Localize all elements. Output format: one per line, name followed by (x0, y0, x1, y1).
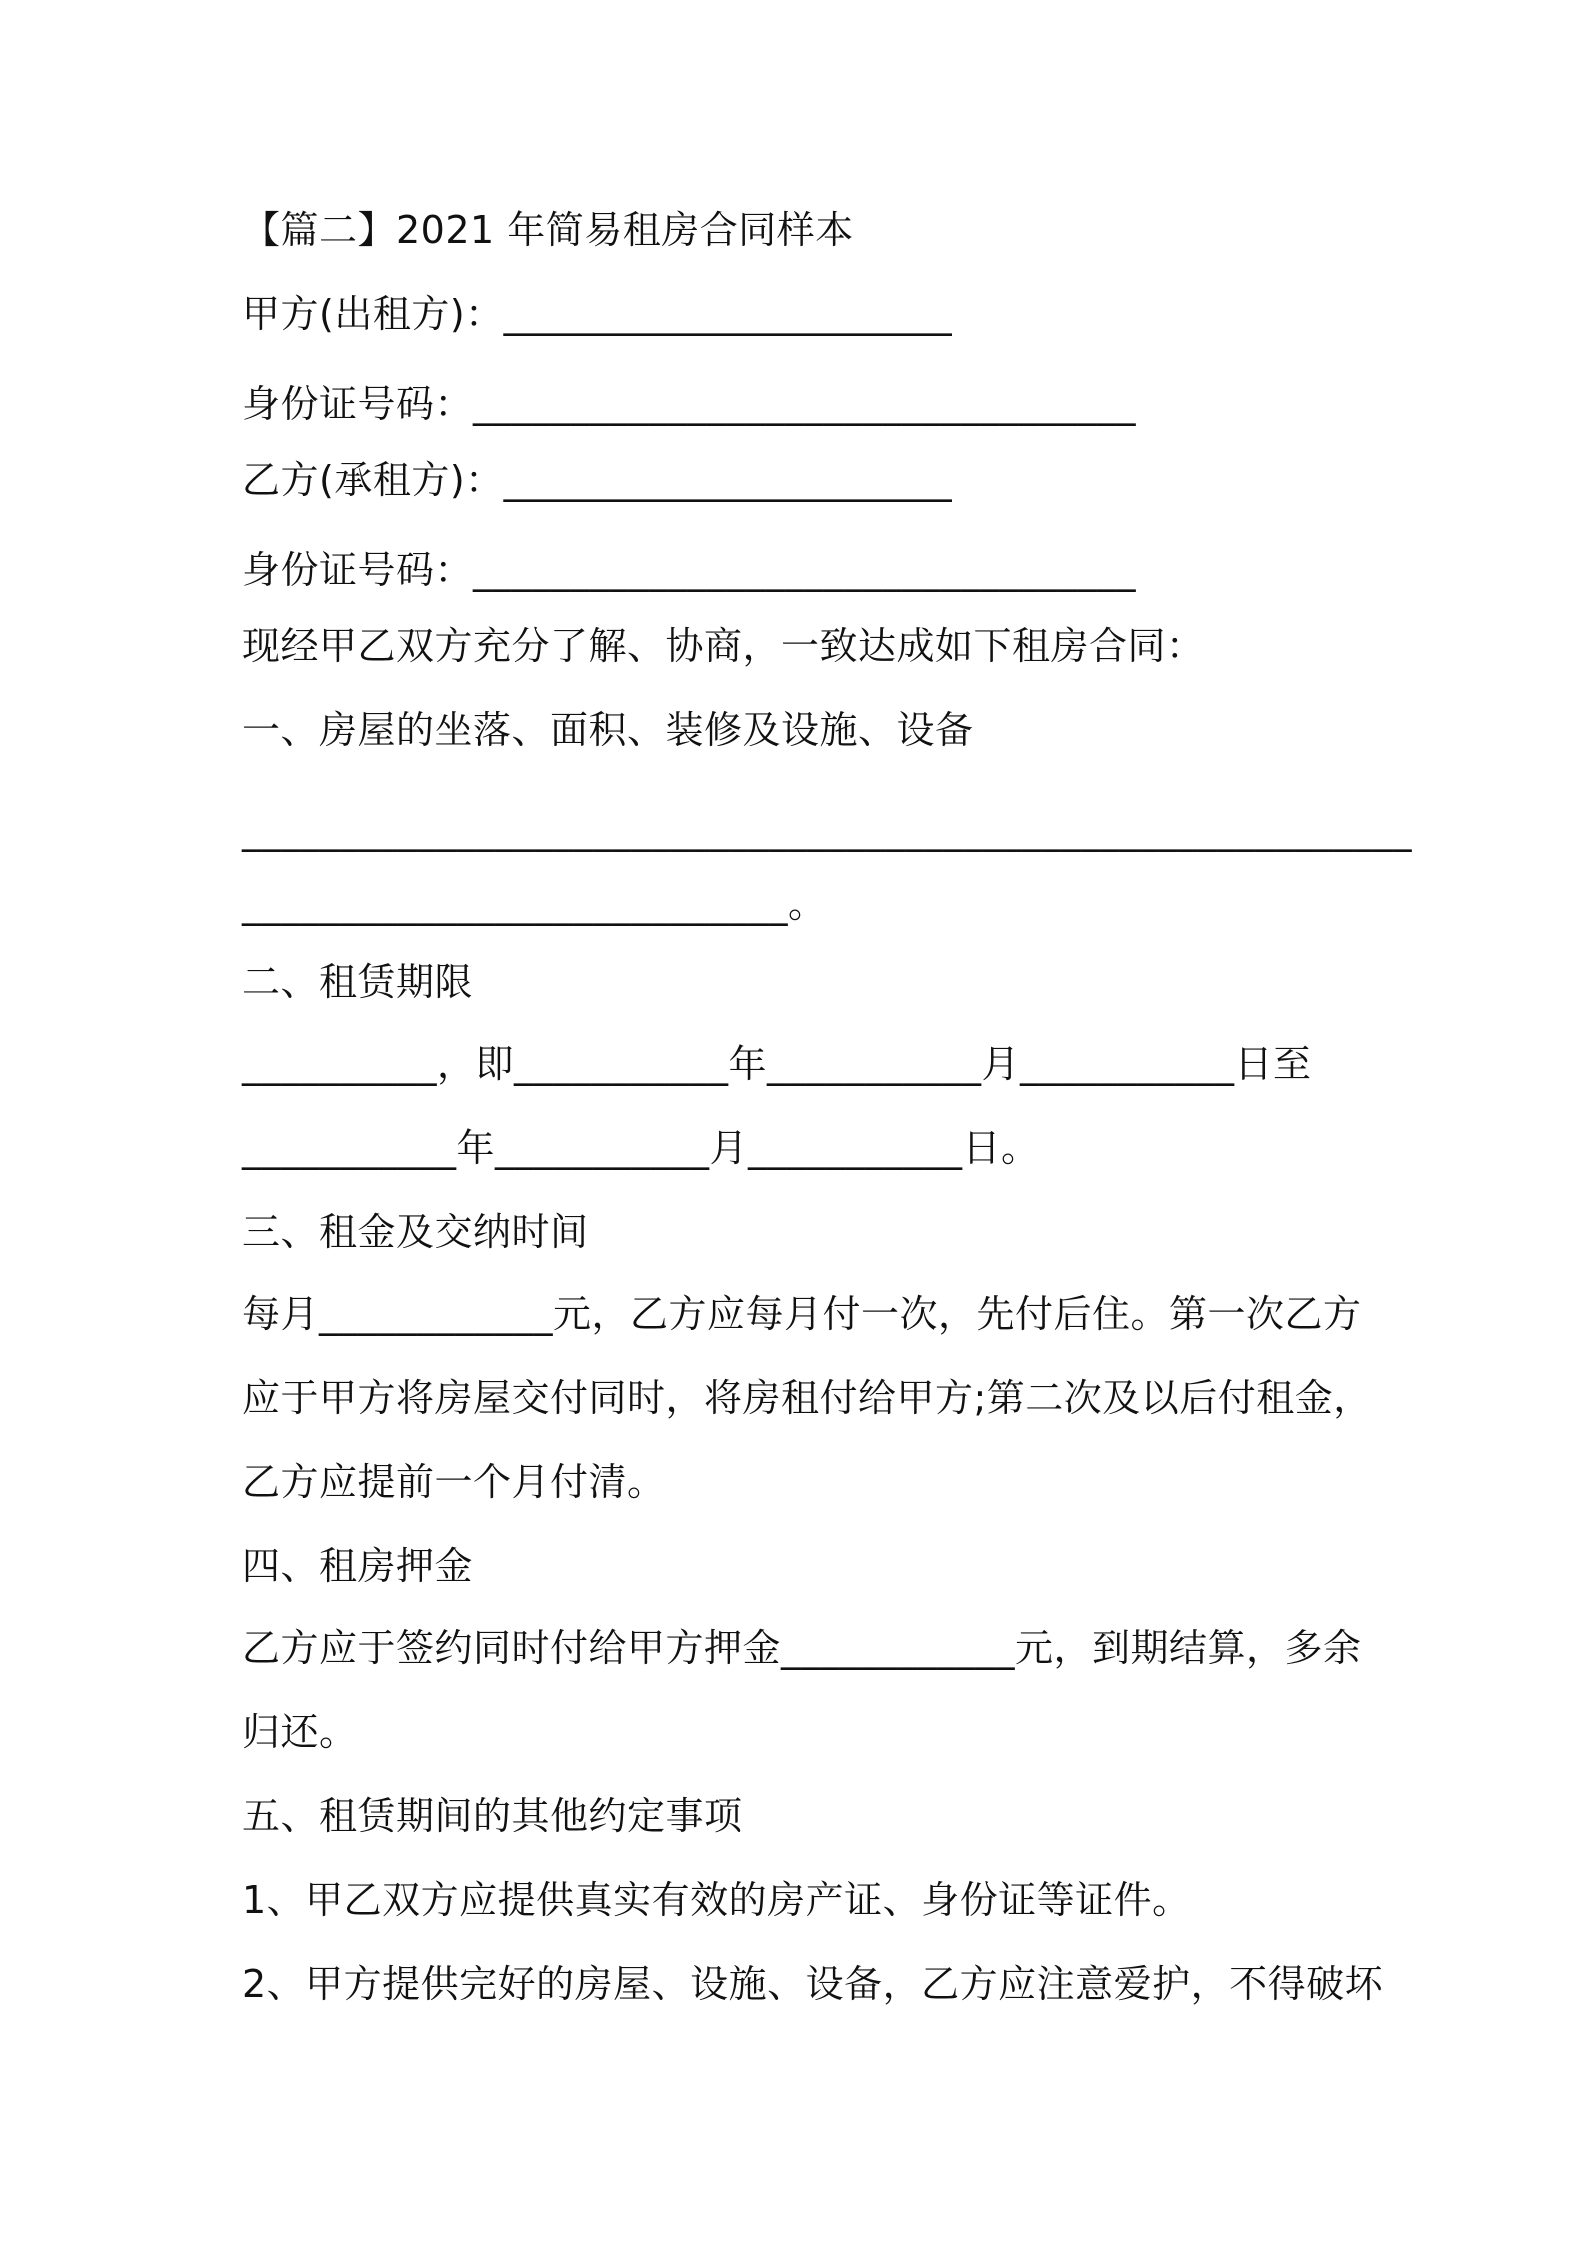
section2-line-2: ___________年___________月___________日。 (242, 1126, 1040, 1170)
section4-line-2: 归还。 (242, 1710, 358, 1754)
section5-item-2: 2、甲方提供完好的房屋、设施、设备，乙方应注意爱护，不得破坏 (242, 1962, 1384, 2006)
section5-item-1: 1、甲乙双方应提供真实有效的房产证、身份证等证件。 (242, 1878, 1191, 1922)
section1-blank-line-1: ____________________________________________________________ (242, 808, 1412, 852)
party-a-id-field: 身份证号码：__________________________________ (242, 382, 1137, 426)
section4-heading: 四、租房押金 (242, 1544, 474, 1588)
section2-line-1: __________，即___________年___________月___________日至 (242, 1042, 1312, 1086)
party-a-field: 甲方(出租方)：_______________________ (242, 292, 953, 336)
page-title: 【篇二】2021 年简易租房合同样本 (242, 208, 854, 252)
section3-heading: 三、租金及交纳时间 (242, 1210, 589, 1254)
party-b-id-field: 身份证号码：__________________________________ (242, 548, 1137, 592)
section4-line-1: 乙方应于签约同时付给甲方押金____________元，到期结算，多余 (242, 1626, 1362, 1670)
section1-heading: 一、房屋的坐落、面积、装修及设施、设备 (242, 708, 974, 752)
section2-heading: 二、租赁期限 (242, 960, 474, 1004)
party-b-field: 乙方(承租方)：_______________________ (242, 458, 953, 502)
intro-paragraph: 现经甲乙双方充分了解、协商，一致达成如下租房合同： (242, 624, 1205, 668)
section5-heading: 五、租赁期间的其他约定事项 (242, 1794, 743, 1838)
section3-line-2: 应于甲方将房屋交付同时，将房租付给甲方;第二次及以后付租金， (242, 1376, 1372, 1420)
section3-line-3: 乙方应提前一个月付清。 (242, 1460, 666, 1504)
section1-blank-line-2: ____________________________。 (242, 882, 827, 926)
section3-line-1: 每月____________元，乙方应每月付一次，先付后住。第一次乙方 (242, 1292, 1362, 1336)
